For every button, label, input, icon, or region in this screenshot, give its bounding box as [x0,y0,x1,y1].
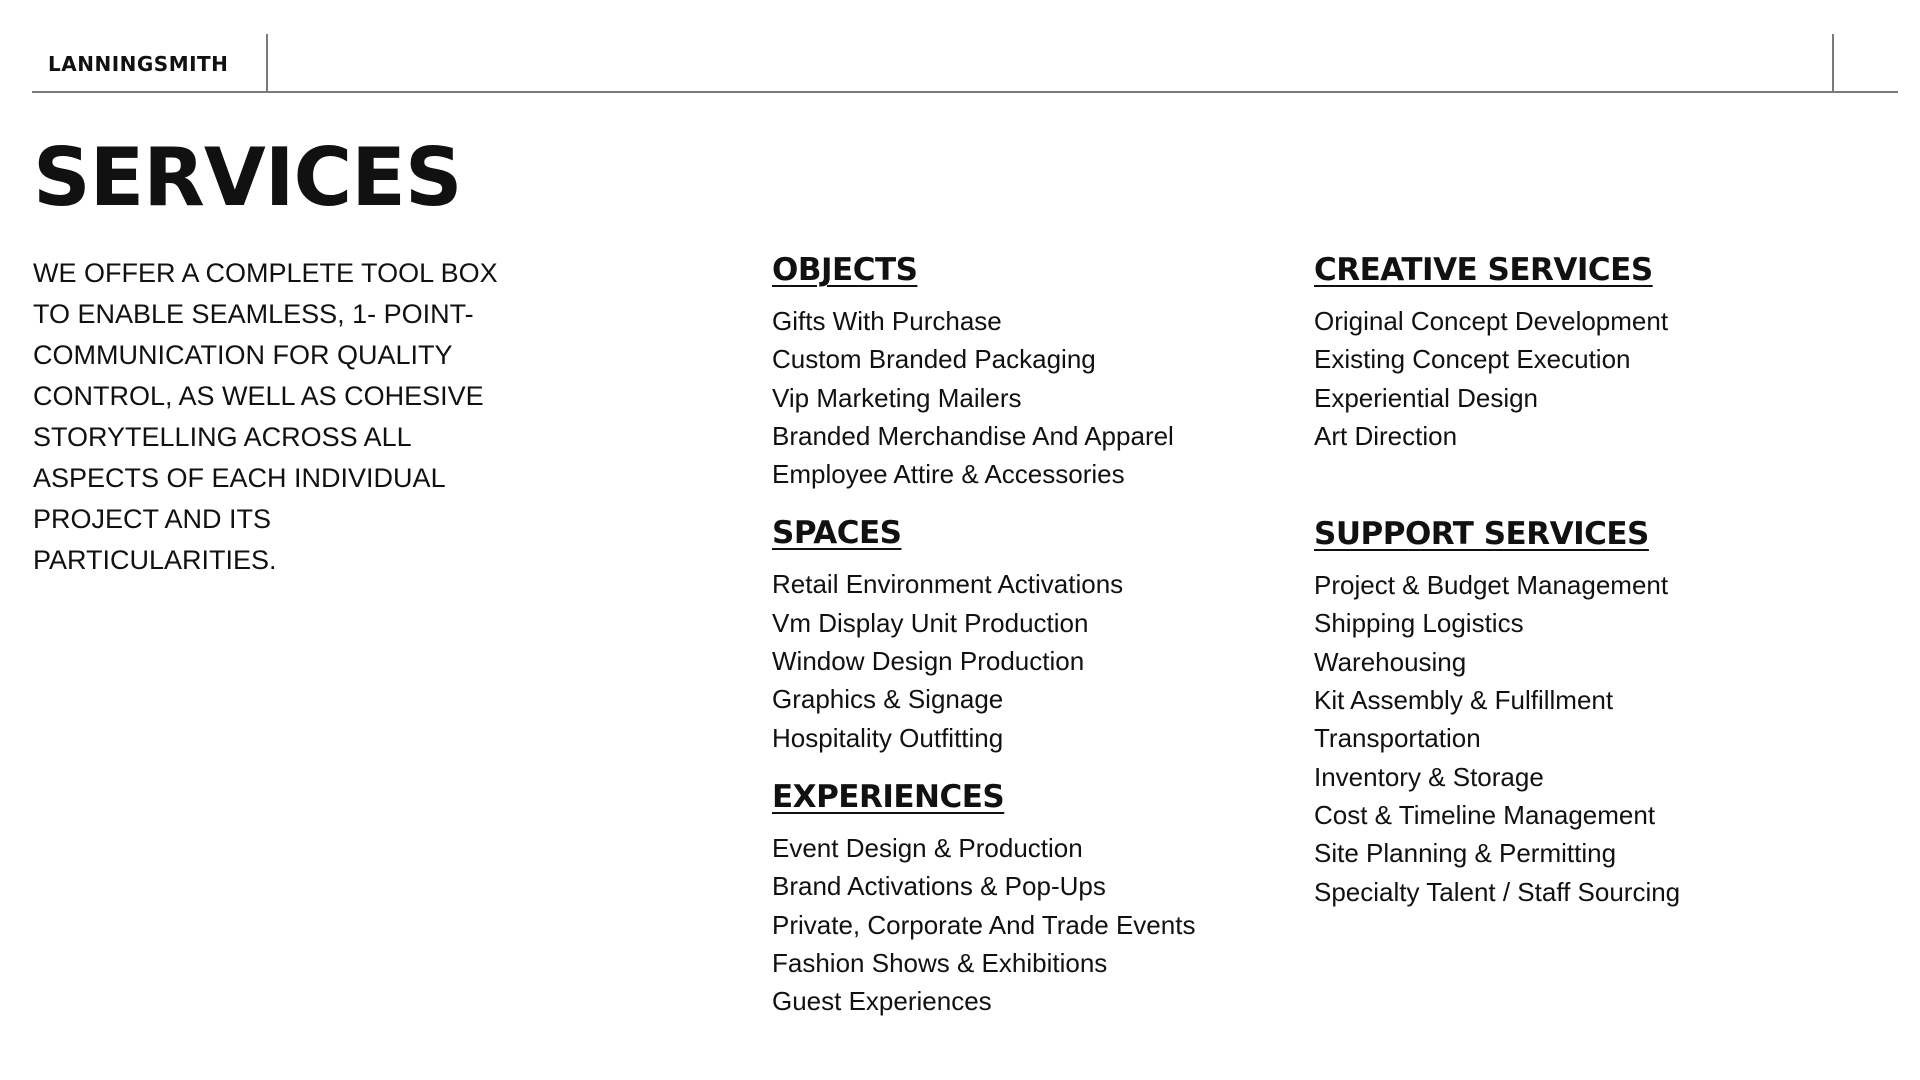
section-title-creative-services: CREATIVE SERVICES [1314,252,1653,288]
list-item: Project & Budget Management [1314,570,1669,601]
list-item: Event Design & Production [772,832,1083,863]
list-item: Graphics & Signage [772,684,1004,715]
list-item: Custom Branded Packaging [772,344,1096,375]
list-item: Employee Attire & Accessories [772,459,1125,490]
list-item: Warehousing [1314,646,1467,677]
section-title-spaces: SPACES [772,515,902,552]
list-item: Inventory & Storage [1314,761,1544,792]
list-item: Kit Assembly & Fulfillment [1314,685,1614,716]
header-divider-right [1832,34,1834,92]
header-divider-left [266,34,268,92]
page-title: SERVICES [33,131,462,224]
objects-list [772,302,1292,493]
section-support-services [1314,514,1874,911]
list-item: Art Direction [1314,420,1458,451]
intro-text: WE OFFER A COMPLETE TOOL BOX TO ENABLE SEAMLESS, 1- POINT-COMMUNICATION FOR QUALITY CONTROL, AS WELL AS COHESIVE STORYTELLING ACROSS ALL ASPECTS OF EACH INDIVIDUAL PROJECT AND ITS PARTICULARITIES. [33,258,498,575]
experiences-list [772,829,1292,1020]
list-item: Transportation [1314,723,1481,754]
list-item: Private, Corporate And Trade Events [772,909,1196,940]
list-item: Fashion Shows & Exhibitions [772,947,1108,978]
list-item: Hospitality Outfitting [772,722,1004,753]
list-item: Brand Activations & Pop-Ups [772,871,1106,902]
section-title-objects: OBJECTS [772,252,918,288]
section-objects [772,250,1292,493]
list-item: Branded Merchandise And Apparel [772,420,1174,451]
list-item: Experiential Design [1314,382,1539,413]
list-item: Guest Experiences [772,986,992,1017]
list-item: Original Concept Development [1314,306,1669,336]
support-services-list [1314,566,1874,911]
section-creative-services [1314,250,1874,455]
site-header [32,34,1898,93]
services-column-right [1314,250,1874,911]
list-item: Shipping Logistics [1314,608,1524,639]
list-item: Cost & Timeline Management [1314,799,1656,830]
list-item: Vip Marketing Mailers [772,382,1022,413]
list-item: Vm Display Unit Production [772,607,1089,638]
list-item: Site Planning & Permitting [1314,838,1617,869]
services-column-left [772,250,1292,1020]
list-item: Retail Environment Activations [772,569,1124,600]
creative-services-list [1314,302,1874,455]
list-item: Gifts With Purchase [772,306,1002,336]
spaces-list [772,565,1292,756]
section-title-experiences: EXPERIENCES [772,778,1005,815]
list-item: Window Design Production [772,646,1085,677]
list-item: Existing Concept Execution [1314,344,1631,375]
list-item: Specialty Talent / Staff Sourcing [1314,876,1681,907]
section-spaces [772,513,1292,756]
section-experiences [772,777,1292,1020]
logo[interactable]: LANNINGSMITH [48,52,229,76]
section-title-support-services: SUPPORT SERVICES [1314,516,1649,553]
